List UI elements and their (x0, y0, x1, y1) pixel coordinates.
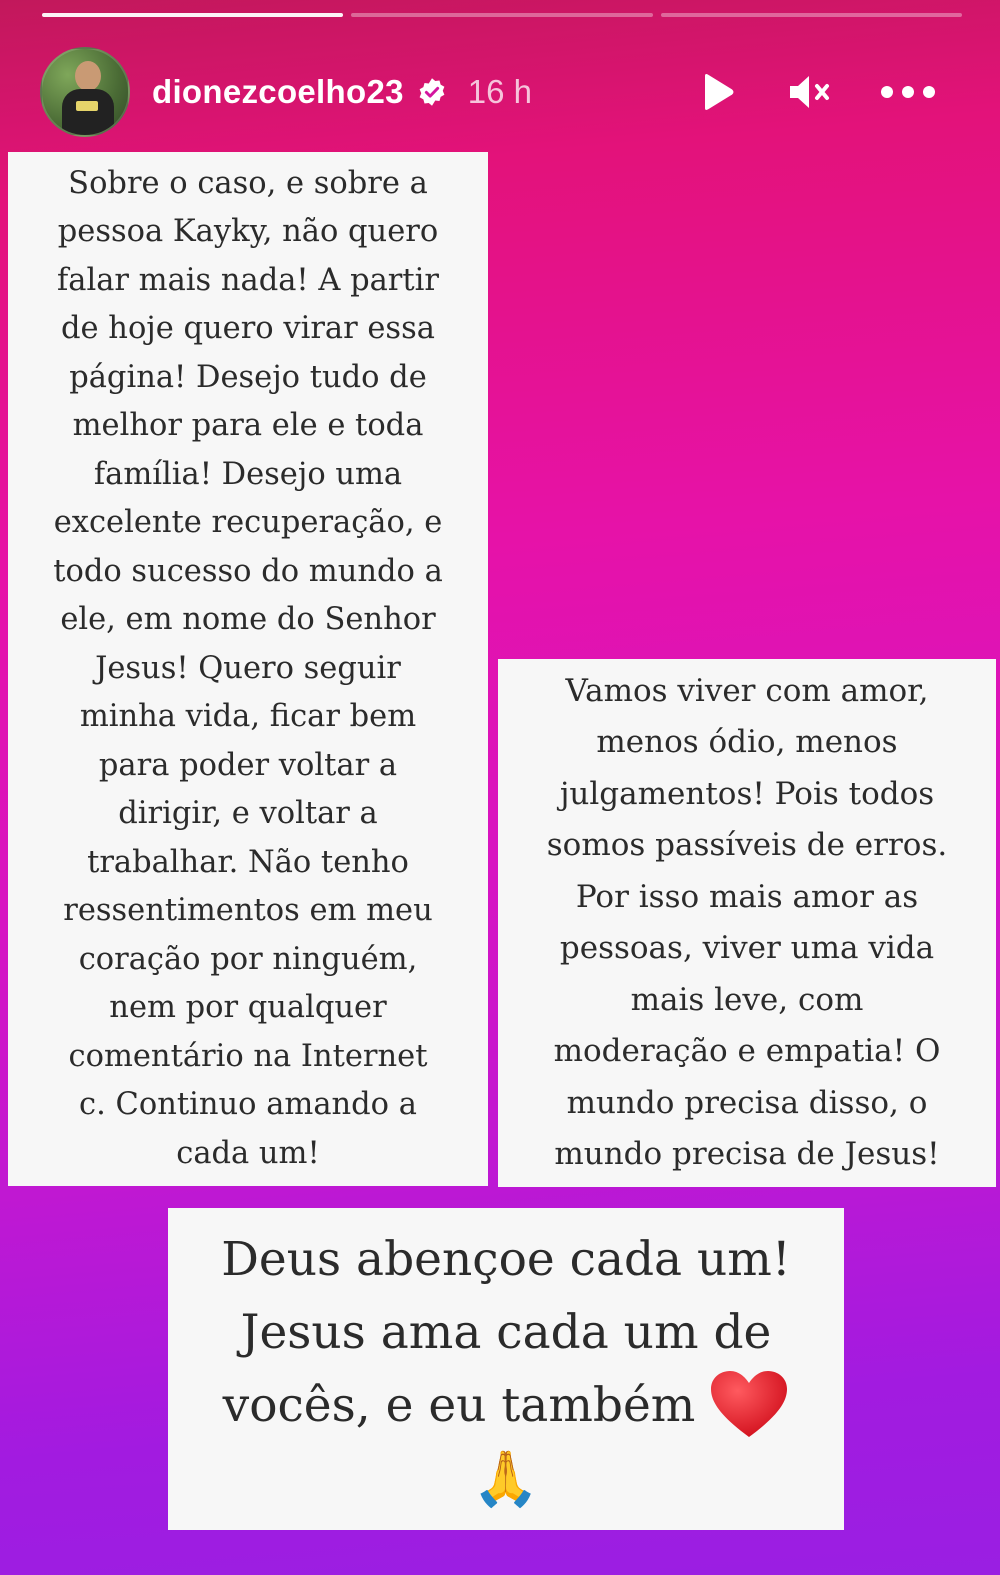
story-controls (694, 68, 938, 116)
text-card-bottom-line-3 (223, 1369, 790, 1442)
text-card-bottom (168, 1208, 844, 1530)
text-card-bottom-line-1: Deus abençoe cada um! (221, 1231, 791, 1287)
story-progress-bar (42, 13, 962, 17)
more-options-icon[interactable] (878, 68, 938, 116)
avatar[interactable] (40, 47, 130, 137)
text-card-left (8, 152, 488, 1186)
post-time: 16 h (467, 73, 532, 110)
play-icon[interactable] (694, 68, 742, 116)
mute-icon[interactable] (786, 68, 834, 116)
username[interactable]: dionezcoelho23 (152, 73, 404, 110)
progress-segment-3 (661, 13, 962, 17)
text-card-right (498, 659, 996, 1187)
text-card-right-body: Vamos viver com amor, menos ódio, menos julgamentos! Pois todos somos passíveis de erros. Por isso mais amor as pessoas, viver uma vida mais leve, com moderação e empatia! O mundo precisa disso, o mundo precisa de Jesus! (546, 672, 948, 1172)
text-card-left-body: Sobre o caso, e sobre a pessoa Kayky, não quero falar mais nada! A partir de hoje quero virar essa página! Desejo tudo de melhor para ele e toda família! Desejo uma excelente recuperação, e todo sucesso do mundo a ele, em nome do Senhor Jesus! Quero seguir minha vida, ficar bem para poder voltar a dirigir, e voltar a trabalhar. Não tenho ressentimentos em meu coração por ninguém, nem por qualquer comentário na Internet c. Continuo amando a cada um! (53, 165, 443, 1171)
text-card-bottom-line-2: Jesus ama cada um de (240, 1304, 772, 1360)
verified-badge-icon (416, 76, 448, 108)
praying-hands-emoji-icon: 🙏 (472, 1446, 540, 1510)
heart-emoji-icon (709, 1369, 789, 1441)
progress-segment-1 (42, 13, 343, 17)
text-card-bottom-line-3-text: vocês, e eu também (222, 1377, 696, 1433)
story-header (40, 48, 960, 136)
progress-segment-2 (351, 13, 652, 17)
